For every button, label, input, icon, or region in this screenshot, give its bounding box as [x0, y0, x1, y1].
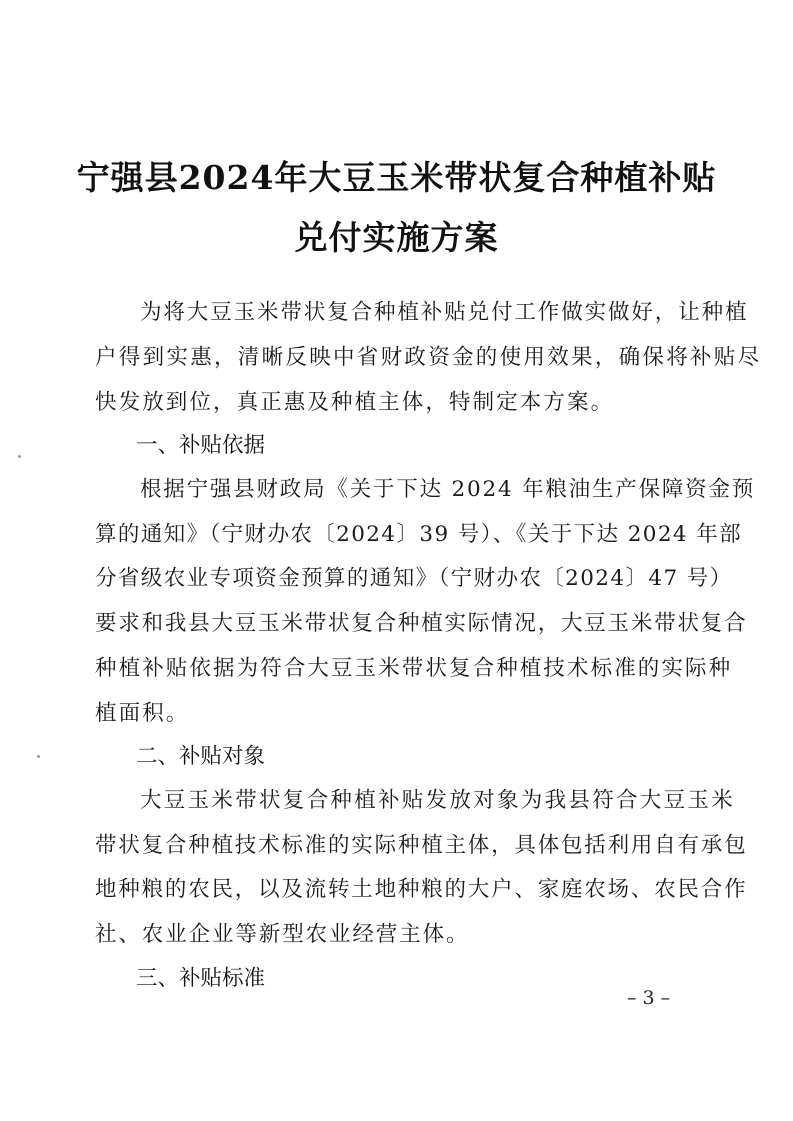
section-heading-target: 二、补贴对象 [136, 744, 266, 769]
intro-line-1: 为将大豆玉米带状复合种植补贴兑付工作做实做好，让种植 [140, 300, 749, 325]
section-heading-standard: 三、补贴标准 [136, 966, 266, 991]
target-line-1: 大豆玉米带状复合种植补贴发放对象为我县符合大豆玉米 [140, 788, 736, 813]
intro-line-2: 户得到实惠，清晰反映中省财政资金的使用效果，确保将补贴尽 [95, 345, 762, 370]
document-title-line-1: 宁强县2024年大豆玉米带状复合种植补贴 [76, 158, 717, 197]
target-line-3: 地种粮的农民，以及流转土地种粮的大户、家庭农场、农民合作 [95, 877, 748, 902]
scan-speck [37, 755, 40, 758]
basis-line-6: 植面积。 [95, 701, 190, 726]
basis-line-5: 种植补贴依据为符合大豆玉米带状复合种植技术标准的实际种 [95, 656, 733, 681]
basis-line-1: 根据宁强县财政局《关于下达 2024 年粮油生产保障资金预 [140, 477, 756, 502]
target-line-4: 社、农业企业等新型农业经营主体。 [95, 922, 470, 947]
section-heading-basis: 一、补贴依据 [136, 433, 266, 458]
scan-speck [18, 455, 21, 458]
target-line-2: 带状复合种植技术标准的实际种植主体，具体包括利用自有承包 [95, 833, 748, 858]
basis-line-2: 算的通知》（宁财办农〔2024〕39 号）、《关于下达 2024 年部 [95, 522, 743, 547]
basis-line-4: 要求和我县大豆玉米带状复合种植实际情况，大豆玉米带状复合 [95, 611, 748, 636]
document-title-line-2: 兑付实施方案 [294, 218, 499, 257]
intro-line-3: 快发放到位，真正惠及种植主体，特制定本方案。 [95, 390, 615, 415]
page-number: – 3 – [627, 987, 671, 1009]
basis-line-3: 分省级农业专项资金预算的通知》（宁财办农〔2024〕47 号） [95, 566, 733, 591]
